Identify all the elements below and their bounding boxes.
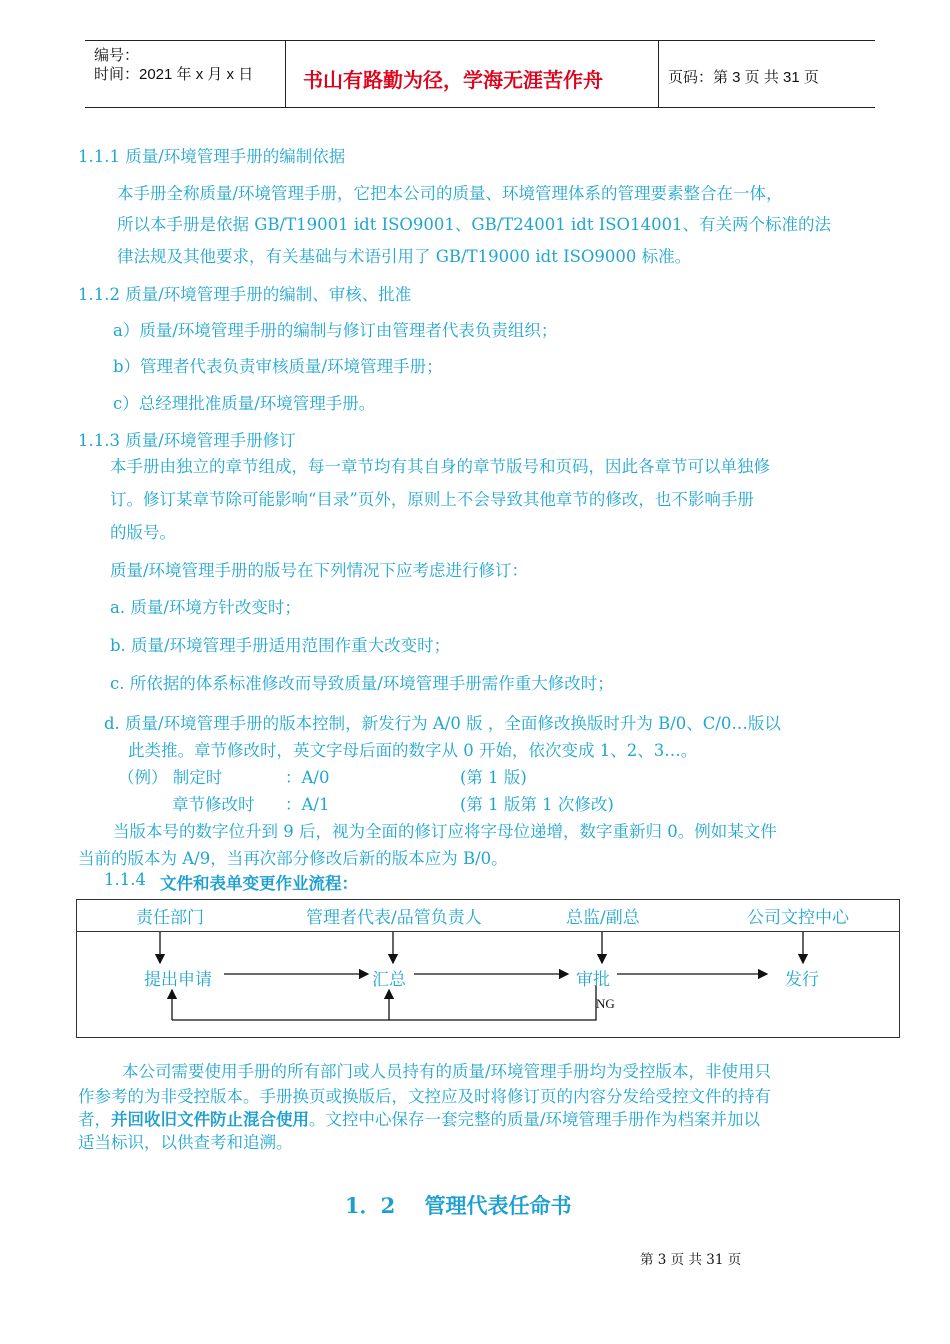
closing-line3-bold: 并回收旧文件防止混合使用 (111, 1110, 309, 1129)
flow-role-responsible-dept: 责任部门 (136, 908, 204, 928)
section-1-1-3-item-a: a. 质量/环境方针改变时； (110, 598, 301, 617)
closing-line3-end: 。文控中心保存一套完整的质量/环境管理手册作为档案并加以 (309, 1110, 761, 1129)
section-1-1-3-item-c: c. 所依据的体系标准修改而导致质量/环境管理手册需作重大修改时； (110, 674, 614, 693)
section-1-1-1-para-line3: 律法规及其他要求，有关基础与术语引用了 GB/T19000 idt ISO9000 标准。 (117, 247, 692, 266)
section-1-1-3-item-b: b. 质量/环境管理手册适用范围作重大改变时； (110, 636, 451, 655)
flow-role-director: 总监/副总 (566, 908, 640, 928)
example-2-version: ：A/1 (285, 795, 330, 814)
section-1-1-2-item-b: b）管理者代表负责审核质量/环境管理手册； (113, 357, 443, 376)
closing-para-line2: 作参考的为非受控版本。手册换页或换版后，文控应及时将修订页的内容分发给受控文件的持有 (78, 1087, 771, 1106)
flow-step-summary: 汇总 (372, 970, 406, 990)
section-1-1-3-version-rule-line2: 当前的版本为 A/9，当再次部分修改后新的版本应为 B/0。 (78, 849, 508, 868)
flow-step-approve: 审批 (576, 970, 610, 990)
section-1-1-3-item-d-line2: 此类推。章节修改时，英文字母后面的数字从 0 开始，依次变成 1、2、3…。 (128, 741, 698, 760)
flow-step-apply: 提出申请 (144, 970, 212, 990)
flow-role-doc-control: 公司文控中心 (747, 908, 849, 928)
section-1-1-4-title: 文件和表单变更作业流程： (160, 874, 358, 893)
example-1-label: （例） 制定时 (118, 768, 223, 787)
section-1-1-3-title: 1.1.3 质量/环境管理手册修订 (78, 431, 296, 450)
section-1-1-1-para-line1: 本手册全称质量/环境管理手册，它把本公司的质量、环境管理体系的管理要素整合在一体， (117, 184, 783, 203)
flow-role-mgmt-rep: 管理者代表/品管负责人 (306, 908, 482, 928)
section-1-1-3-item-d-line1: d. 质量/环境管理手册的版本控制，新发行为 A/0 版 ，全面修改换版时升为 B/0、C/0…版以 (104, 714, 781, 733)
section-1-1-3-para-line2: 订。修订某章节除可能影响“目录”页外，原则上不会导致其他章节的修改，也不影响手册 (110, 490, 754, 509)
header-number-label: 编号： (94, 47, 140, 64)
section-1-1-3-para-line4: 质量/环境管理手册的版号在下列情况下应考虑进行修订： (110, 561, 529, 580)
closing-para-line3 (78, 1106, 760, 1130)
header-time-label: 时间：2021 年 x 月 x 日 (94, 66, 254, 83)
ng-return-line (172, 986, 596, 1020)
section-1-1-1-title: 1.1.1 质量/环境管理手册的编制依据 (78, 147, 346, 166)
section-1-1-2-item-c: c）总经理批准质量/环境管理手册。 (113, 394, 376, 413)
example-1-version: ：A/0 (285, 768, 330, 787)
section-1-2-heading: 1．2 管理代表任命书 (345, 1193, 572, 1218)
section-1-1-2-item-a: a）质量/环境管理手册的编制与修订由管理者代表负责组织； (113, 321, 558, 340)
section-1-1-3-version-rule-line1: 当版本号的数字位升到 9 后，视为全面的修订应将字母位递增，数字重新归 0。例如某文件 (113, 822, 777, 841)
closing-para-line4: 适当标识，以供查考和追溯。 (78, 1133, 293, 1152)
flow-ng-label: NG (596, 996, 615, 1011)
example-1-note: (第 1 版) (460, 768, 527, 787)
example-2-label: 章节修改时 (172, 795, 255, 814)
header-page-label: 页码：第 3 页 共 31 页 (668, 69, 819, 86)
section-1-1-3-para-line1: 本手册由独立的章节组成，每一章节均有其自身的章节版号和页码，因此各章节可以单独修 (110, 457, 770, 476)
section-1-1-2-title: 1.1.2 质量/环境管理手册的编制、审核、批准 (78, 285, 412, 304)
flow-step-release: 发行 (785, 970, 819, 990)
header-motto: 书山有路勤为径，学海无涯苦作舟 (303, 68, 603, 92)
closing-line3-start: 者， (78, 1110, 111, 1129)
section-1-1-1-para-line2: 所以本手册是依据 GB/T19001 idt ISO9001、GB/T24001 idt ISO14001、有关两个标准的法 (117, 215, 832, 234)
example-2-note: (第 1 版第 1 次修改) (460, 795, 614, 814)
footer-page-label: 第 3 页 共 31 页 (640, 1252, 742, 1268)
section-1-1-4-number: 1.1.4 (104, 870, 146, 889)
closing-para-line1: 本公司需要使用手册的所有部门或人员持有的质量/环境管理手册均为受控版本，非使用只 (122, 1062, 772, 1081)
section-1-1-3-para-line3: 的版号。 (110, 523, 176, 542)
